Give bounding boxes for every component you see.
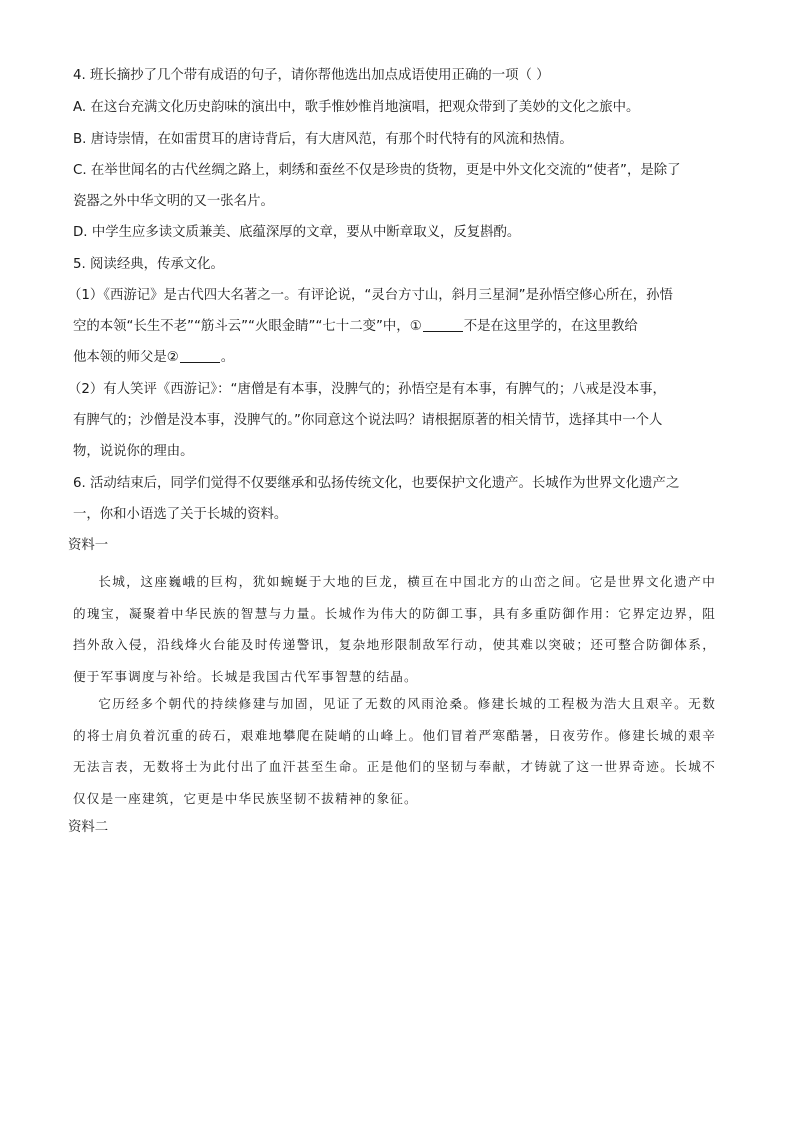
material2-title: 资料二 — [68, 820, 109, 835]
q5-part1-line3-b: 。 — [220, 350, 235, 365]
q5-part1-line2 — [73, 317, 723, 337]
q5-part2-line2: 有脾气的；沙僧是没本事，没脾气的。”你同意这个说法吗？请根据原著的相关情节，选择其中一个人 — [73, 413, 663, 428]
answer-blank-1[interactable] — [423, 317, 463, 332]
material1-paragraph1: 长城，这座巍峨的巨构，犹如蜿蜒于大地的巨龙，横亘在中国北方的山峦之间。它是世界文化遗产中的瑰宝，凝聚着中华民族的智慧与力量。长城作为伟大的防御工事，具有多重防御作用：它界定边界，阻挡外敌入侵，沿线烽火台能及时传递警讯，复杂地形限制敌军行动，使其难以突破；还可整合防御体系，便于军事调度与补给。长城是我国古代军事智慧的结晶。 — [73, 574, 716, 684]
q6-stem-line1: 6. 活动结束后，同学们觉得不仅要继承和弘扬传统文化，也要保护文化遗产。长城作为世界文化遗产之 — [73, 476, 680, 491]
answer-blank-2[interactable] — [180, 348, 220, 363]
q5-part1-line3-a: 他本领的师父是② — [73, 350, 179, 365]
q5-part1-line2-a: 空的本领“长生不老”“筋斗云”“火眼金睛”“七十二变”中，① — [73, 319, 422, 334]
q5-part2-line3: 物，说说你的理由。 — [73, 444, 194, 459]
q4-option-c-line1: C. 在举世闻名的古代丝绸之路上，刺绣和蚕丝不仅是珍贵的货物，更是中外文化交流的“使者”，是除了 — [73, 163, 681, 178]
q4-option-a: A. 在这台充满文化历史韵味的演出中，歌手惟妙惟肖地演唱，把观众带到了美妙的文化之旅中。 — [73, 100, 640, 115]
q6-stem-line2: 一，你和小语选了关于长城的资料。 — [73, 507, 288, 522]
q5-stem: 5. 阅读经典，传承文化。 — [73, 257, 224, 272]
q5-part1-line1: （1）《西游记》是古代四大名著之一。有评论说，“灵台方寸山，斜月三星洞”是孙悟空修心所在，孙悟 — [68, 288, 673, 303]
material1-title: 资料一 — [68, 538, 109, 553]
material1-paragraph2: 它历经多个朝代的持续修建与加固，见证了无数的风雨沧桑。修建长城的工程极为浩大且艰辛。无数的将士肩负着沉重的砖石，艰难地攀爬在陡峭的山峰上。他们冒着严寒酷暑，日夜劳作。修建长城的艰辛无法言表，无数将士为此付出了血汗甚至生命。正是他们的坚韧与奉献，才铸就了这一世界奇迹。长城不仅仅是一座建筑，它更是中华民族坚韧不拔精神的象征。 — [73, 696, 716, 806]
q5-part1-line3 — [73, 348, 723, 368]
q4-option-c-line2: 瓷器之外中华文明的又一张名片。 — [73, 194, 274, 209]
q4-option-d: D. 中学生应多读文质兼美、底蕴深厚的文章，要从中断章取义，反复斟酌。 — [73, 225, 521, 240]
q5-part2-line1: （2）有人笑评《西游记》：“唐僧是有本事，没脾气的；孙悟空是有本事，有脾气的；八戒是没本事， — [68, 382, 666, 397]
q5-part1-line2-b: 不是在这里学的，在这里教给 — [463, 319, 638, 334]
q4-option-b: B. 唐诗崇情，在如雷贯耳的唐诗背后，有大唐风范，有那个时代特有的风流和热情。 — [73, 132, 573, 147]
q4-stem: 4. 班长摘抄了几个带有成语的句子，请你帮他选出加点成语使用正确的一项（ ） — [73, 68, 550, 83]
